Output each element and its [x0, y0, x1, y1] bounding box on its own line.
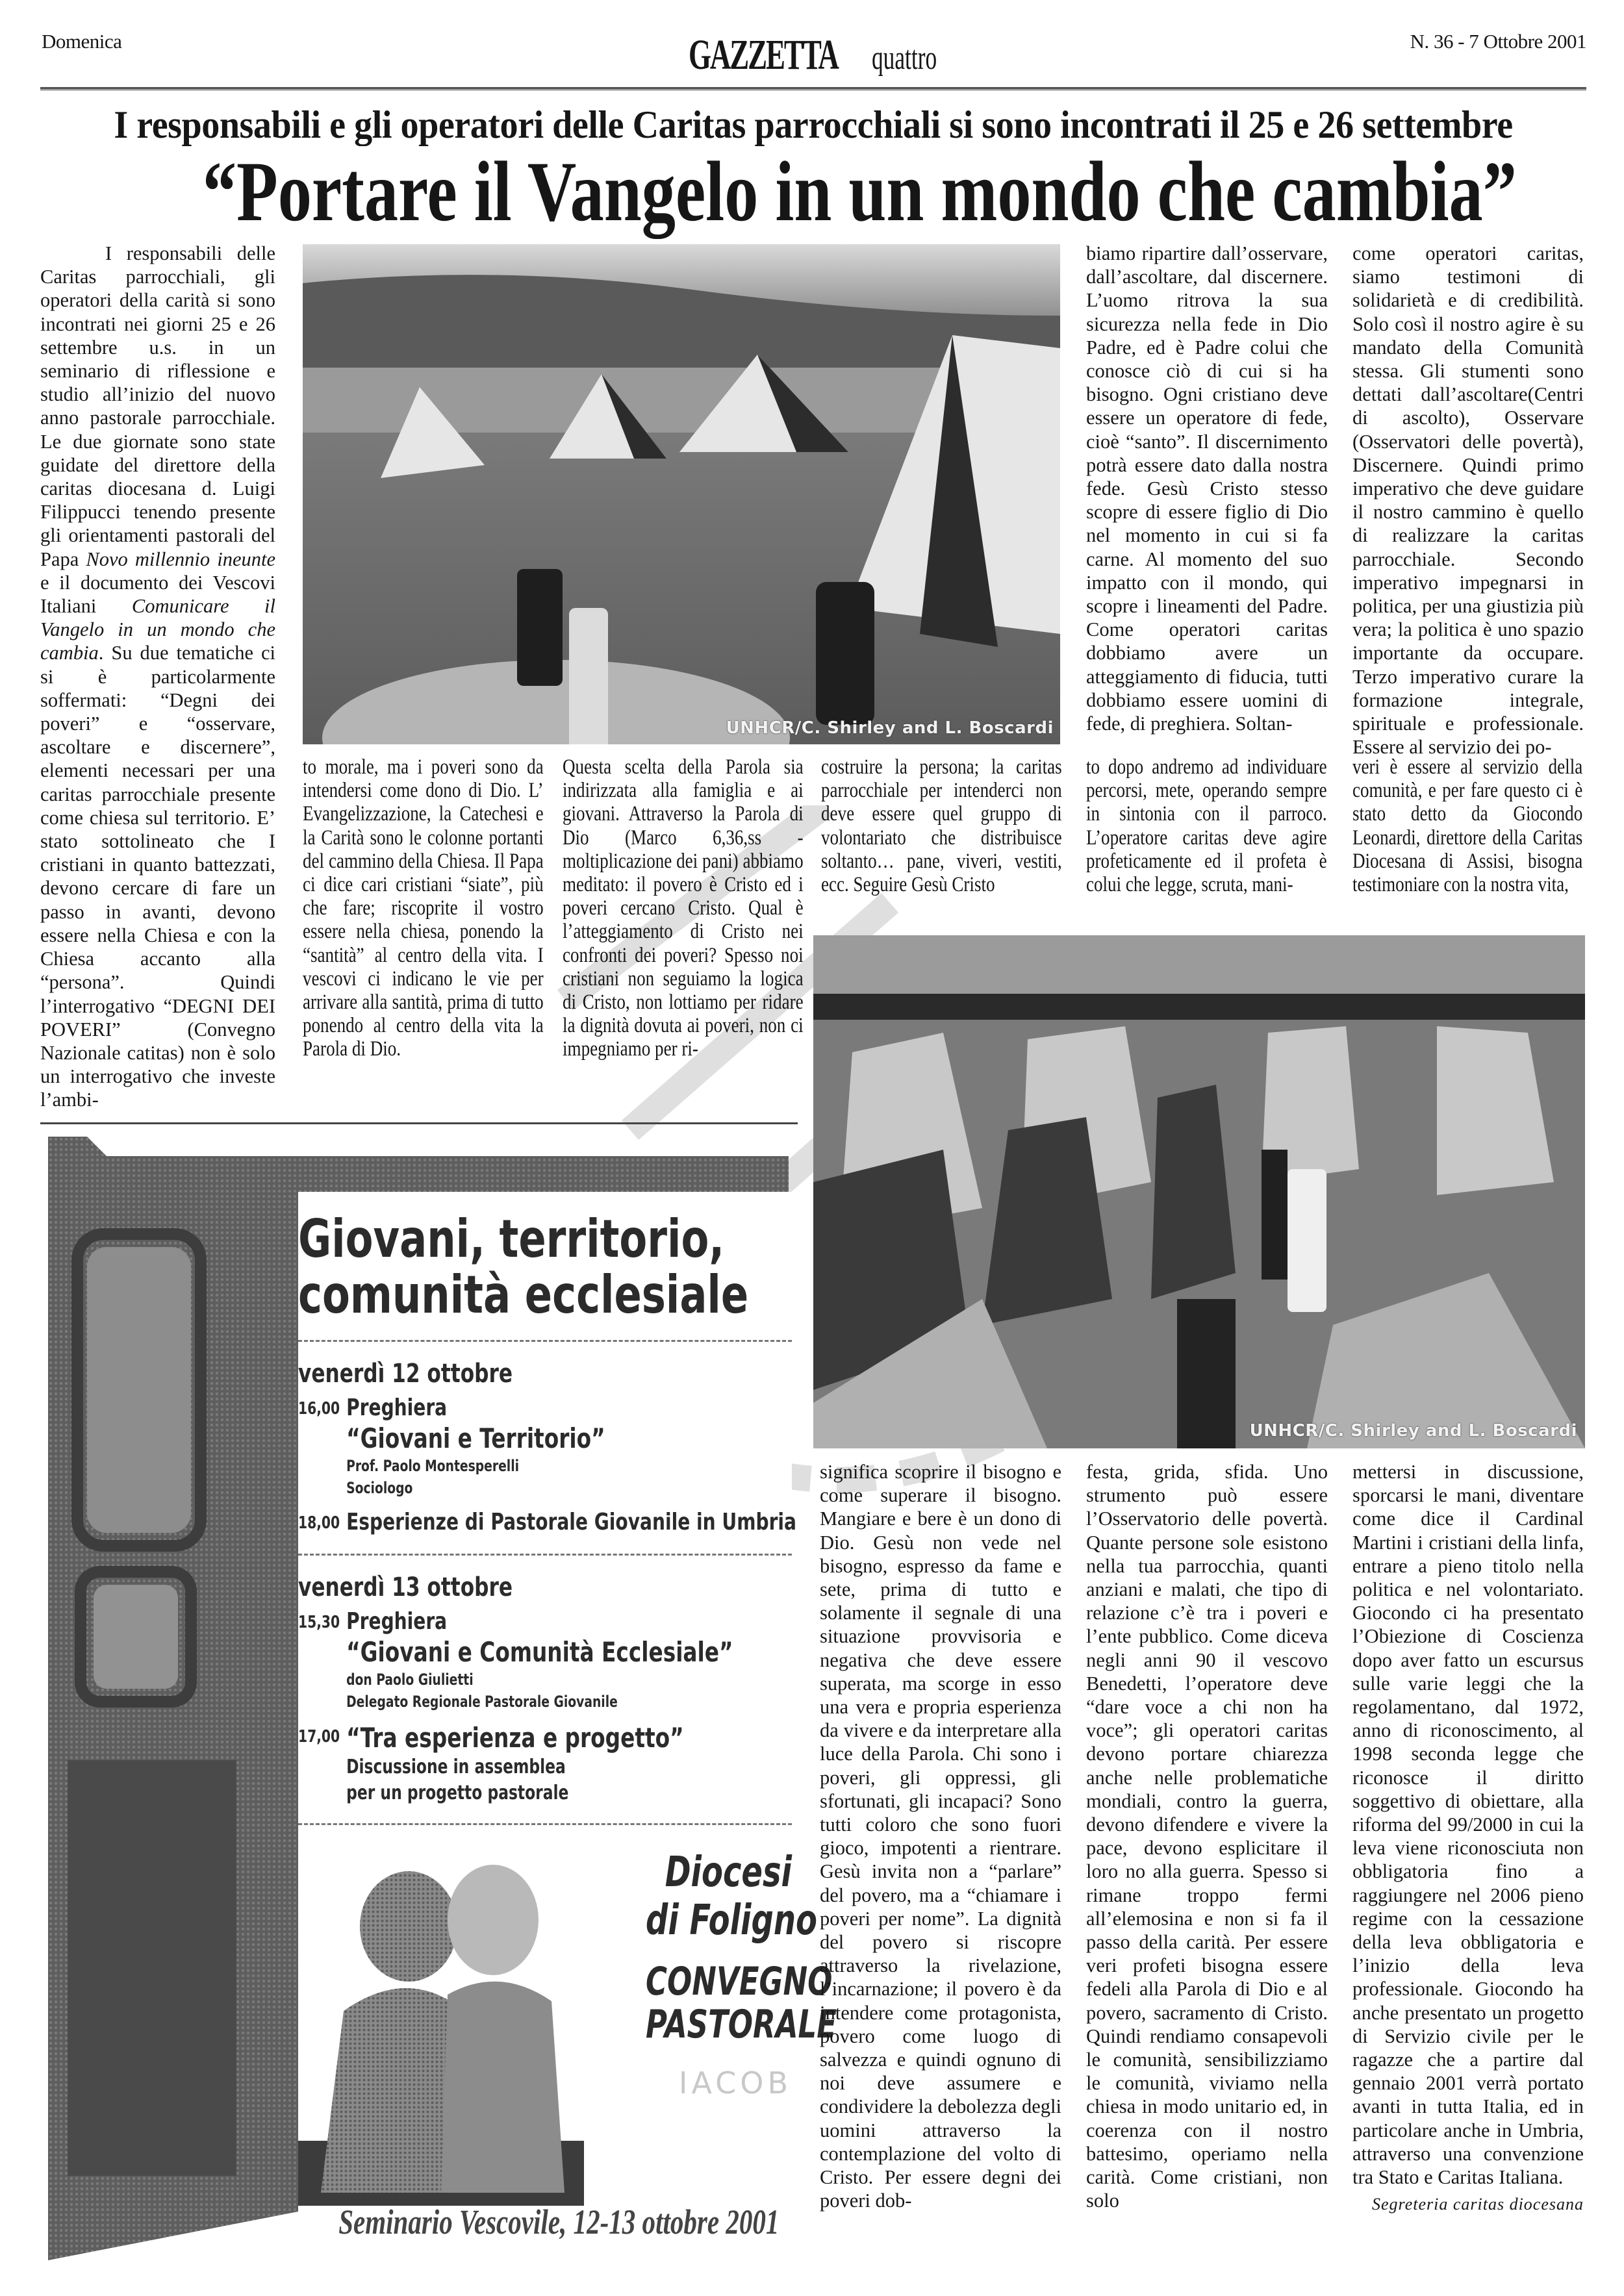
- article-column-2: [303, 755, 544, 1061]
- text-run: e il documento dei Vescovi Italiani: [40, 571, 275, 618]
- photo-1-credit: UNHCR/C. Shirley and L. Boscardi: [726, 718, 1054, 738]
- event-speaker-role: Sociologo: [346, 1479, 413, 1497]
- event-description: Discussione in assemblea: [346, 1756, 566, 1778]
- italic-title-comunicare: Comunicare il Vangelo in un mondo che cambia: [40, 595, 275, 664]
- poster-title-line-2: comunità ecclesiale: [298, 1265, 749, 1325]
- article-headline: “Portare il Vangelo in un mondo che cambia”: [202, 144, 1517, 239]
- article-column-6-top: [1352, 242, 1584, 759]
- event-quote: “Tra esperienza e progetto”: [346, 1722, 684, 1754]
- column-4-text: costruire la persona; la caritas parrocchiale per intenderci non deve essere quel gruppo di volontariato che distribuisce soltanto… pane, viveri, vestiti, ecc. Seguire Gesù Cristo: [821, 755, 1062, 897]
- column-1-text: [40, 242, 275, 1112]
- convegno-line-2: PASTORALE: [646, 2002, 837, 2047]
- column-7-text: significa scoprire il bisogno e come superare il bisogno. Mangiare e bere è un dono di Dio. Gesù non vede nel bisogno, espresso da fame e sete, prima di tutto e solamente il segnale di una situazione provvisoria e negativa che deve essere superata, ma scorge in esso una vera e propria esperienza da vivere e da interpretare alla luce della Parola. Chi sono i poveri, gli oppressi, gli sfortunati, gli incapaci? Sono tutti coloro che sono fuori gioco, impotenti a rientrare. Gesù invita non a “parlare” del povero, ma a “chiamare i poveri per nome”. La dignità del povero si riscopre attraverso la rivelazione, l’incarnazione; il povero è da intendere come protagonista, povero come luogo di salvezza e quindi ognuno di noi deve assumere e condividere la debolezza degli uomini attraverso la contemplazione del volto di Cristo. Per essere degni dei poveri dob-: [820, 1461, 1061, 2212]
- section-divider: [40, 1122, 798, 1124]
- event-description: per un progetto pastorale: [346, 1782, 569, 1804]
- diocesi-line-2: di Foligno: [646, 1897, 817, 1945]
- column-9-text: mettersi in discussione, sporcarsi le mani, diventare come dice il Cardinal Martini i cristiani della linfa, entrare a pieno titolo nella politica e nel volontariato. Giocondo ci ha presentato l’Obiezione di Coscienza dopo aver fatto un escursus sulle varie leggi che la regolamentano, dal 1972, anno di riconoscimento, al 1998 seconda legge che riconosce il diritto soggettivo di obiettare, alla riforma del 99/2000 in cui la leva viene riconosciuta non obbligatoria fino a raggiungere nel 2006 pieno regime con la cessazione della leva obbligatoria e l’inizio della leva professionale. Giocondo ha anche presentato un progetto di Servizio civile per le ragazze che a partire dal gennaio 2001 verrà portato avanti in tutta Italia, ed in particolare anche in Umbria, attraverso una convenzione tra Stato e Caritas Italiana.: [1352, 1461, 1584, 2189]
- article-column-5-bottom: [1086, 755, 1327, 896]
- masthead-rule: [40, 87, 1586, 91]
- photo-refugee-camp-2: [813, 935, 1585, 1448]
- poster-lower: [298, 1842, 837, 2206]
- masthead-logo: [689, 26, 974, 78]
- column-3-text: Questa scelta della Parola sia indirizzata alla famiglia e ai giovani. Attraverso la Parola di Dio (Marco 6,36,ss - moltiplicazione dei pani) abbiamo meditato: il povero è Cristo ed i poveri cercano Cristo. Qual è l’atteggiamento di Cristo nei confronti dei poveri? Spesso noi cristiani non seguiamo la logica di Cristo, non lottiamo per ridare la dignità dovuta ai poveri, non ci impegniamo per ri-: [563, 755, 804, 1061]
- dashed-divider: [298, 1554, 792, 1556]
- dashed-divider: [298, 1340, 792, 1342]
- article-column-5-top: [1086, 242, 1328, 735]
- diocesi-block: [597, 1848, 837, 2100]
- photo-refugee-camp-1: [303, 244, 1060, 744]
- column-8-text: festa, grida, sfida. Uno strumento può essere l’Osservatorio delle povertà. Quante persone sole esistono nella tua parrocchia, quanti anziani e malati, che tipo di relazione c’è tra i poveri e l’ente pubblico. Come diceva negli anni 90 il vescovo Benedetti, l’operatore deve “dare voce a chi non ha voce”; gli operatori caritas devono portare chiarezza anche nelle problematiche mondiali, contro la guerra, devono difendere e vivere la pace, devono esplicitare il loro no alla guerra. Spesso si rimane troppo fermi all’elemosina e non si fa il passo della carità. Per essere veri profeti bisogna essere fedeli alla Parola di Dio e al povero, sacramento di Cristo. Quindi rendiamo consapevoli le comunità, sensibilizziamo le comunità, viviamo nella chiesa in modo unitario ed, in coerenza con il nostro battesimo, operiamo nella carità. Come cristiani, non solo: [1086, 1461, 1328, 2212]
- dashed-divider: [298, 1823, 792, 1825]
- poster-footer: Seminario Vescovile, 12-13 ottobre 2001: [338, 2202, 779, 2241]
- event-quote: “Giovani e Comunità Ecclesiale”: [346, 1636, 733, 1668]
- event-time: 17,00: [298, 1727, 340, 1747]
- column-2-text: to morale, ma i poveri sono da intendersi come dono di Dio. L’ Evangelizzazione, la Catechesi e la Carità sono le colonne portanti del cammino della Chiesa. Il Papa ci dice cari cristiani “siate”, più che fare; riscoprite il vostro essere nella chiesa, ponendo la “santità” al centro della vita. I vescovi ci indicano le vie per arrivare alla santità, prima di tutto ponendo al centro della vita la Parola di Dio.: [303, 755, 544, 1061]
- event-time: 16,00: [298, 1399, 340, 1419]
- logo-main: GAZZETTA: [689, 31, 838, 79]
- event-speaker-role: Delegato Regionale Pastorale Giovanile: [346, 1693, 618, 1711]
- column-6-text: come operatori caritas, siamo testimoni di solidarietà e di credibilità. Solo così il nostro agire è su mandato della Comunità stessa. Gli stumenti sono dettati dall’ascoltare(Centri di ascolto), Osservare (Osservatori delle povertà), Discernere. Quindi primo imperativo che deve guidare il nostro cammino è quello di realizzare la caritas parrocchiale. Secondo imperativo impegnarsi in politica, per una giustizia più vera; la politica è uno spazio importante da occupare. Terzo imperativo curare la formazione integrale, spirituale e professionale. Essere al servizio dei po-: [1352, 242, 1584, 759]
- article-column-7: [820, 1460, 1061, 2213]
- article-column-9: [1352, 1460, 1584, 2217]
- column-5-text: biamo ripartire dall’osservare, dall’ascoltare, dal discernere. L’uomo ritrova la sua sicurezza nella fede in Dio Padre, ed è Padre colui che conosce ciò di cui si ha bisogno. Ogni cristiano deve essere un operatore di fede, cioè “santo”. Il discernimento potrà essere dato dalla nostra fede. Gesù Cristo stesso scopre di essere figlio di Dio nel momento in cui si fa carne. Al momento del suo impatto con il mondo, qui scopre i lineamenti del Padre. Come operatori caritas dobbiamo avere un atteggiamento di fiducia, tutti dobbiamo essere uomini di fede, di preghiera. Soltan-: [1086, 242, 1328, 735]
- event-speaker: Prof. Paolo Montesperelli: [346, 1457, 520, 1475]
- poster-day-1: venerdì 12 ottobre: [298, 1359, 513, 1389]
- event-poster: [48, 1137, 837, 2260]
- poster-title: [298, 1209, 749, 1325]
- diocesi-line-1: Diocesi: [665, 1848, 792, 1897]
- convegno-line-1: CONVEGNO: [646, 1959, 833, 2004]
- masthead-day: Domenica: [42, 30, 122, 53]
- poster-event: [298, 1722, 683, 1806]
- article-column-6-bottom: [1352, 755, 1582, 896]
- event-title: Preghiera: [346, 1608, 448, 1635]
- poster-event: [298, 1394, 683, 1499]
- photo-1-image: [303, 244, 1060, 744]
- article-signature: Segreteria caritas diocesana: [1372, 2195, 1584, 2214]
- poster-day-2: venerdì 13 ottobre: [298, 1572, 513, 1602]
- poster-content: [298, 1192, 837, 2206]
- photo-2-credit: UNHCR/C. Shirley and L. Boscardi: [1249, 1421, 1577, 1441]
- logo-sub: quattro: [872, 40, 937, 77]
- masthead-issue: N. 36 - 7 Ottobre 2001: [1410, 30, 1586, 53]
- poster-title-line-1: Giovani, territorio,: [298, 1209, 725, 1269]
- event-title: Esperienze di Pastorale Giovanile in Umbria: [346, 1509, 797, 1535]
- watermark-text: IACOB: [678, 2065, 792, 2100]
- event-quote: “Giovani e Territorio”: [346, 1422, 605, 1454]
- article-column-4: [821, 755, 1062, 896]
- column-5b-text: to dopo andremo ad individuare percorsi, mete, operando sempre in sintonia con il parroco. L’operatore caritas deve agire profeticamente ed il profeta è colui che legge, scruta, mani-: [1086, 755, 1327, 897]
- italic-title-novo-millennio: Novo millennio ineunte: [86, 548, 275, 570]
- article-column-3: [563, 755, 804, 1061]
- column-6b-text: veri è essere al servizio della comunità, e per fare questo ci è stato detto da Giocondo Leonardi, direttore della Caritas Diocesana di Assisi, bisogna testimoniare con la nostra vita,: [1352, 755, 1583, 897]
- article-column-8: [1086, 1460, 1328, 2213]
- article-kicker: I responsabili e gli operatori delle Caritas parrocchiali si sono incontrati il 25 e 26 settembre: [114, 103, 1513, 146]
- text-run: I responsabili delle Caritas parrocchiali, gli operatori della carità si sono incontrati nei giorni 25 e 26 settembre u.s. in un seminario di riflessione e studio all’inizio del nuovo anno pastorale parrocchiale. Le due giornate sono state guidate del direttore della caritas diocesana d. Luigi Filippucci tenendo presente gli orientamenti pastorali del Papa: [40, 242, 275, 570]
- article-column-1: [40, 242, 275, 1112]
- event-title: Preghiera: [346, 1394, 448, 1421]
- event-time: 18,00: [298, 1513, 340, 1533]
- poster-event: [298, 1508, 797, 1537]
- children-photo: [298, 1855, 584, 2206]
- poster-event: [298, 1608, 733, 1713]
- event-time: 15,30: [298, 1613, 340, 1632]
- text-run: . Su due tematiche ci si è particolarmente soffermati: “Degni dei poveri” e “osservare, ascoltare e discernere”, elementi necessari per una caritas parrocchiale presente come chiesa sul territorio. E’ stato sottolineato che I cristiani in quanto battezzati, devono cercare di fare un passo in avanti, devono essere nella Chiesa e con la Chiesa accanto alla “persona”. Quindi l’interrogativo “DEGNI DEI POVERI” (Convegno Nazionale catitas) non è solo un interrogativo che investe l’ambi-: [40, 642, 275, 1111]
- event-speaker: don Paolo Giulietti: [346, 1671, 474, 1689]
- photo-2-image: [813, 935, 1585, 1448]
